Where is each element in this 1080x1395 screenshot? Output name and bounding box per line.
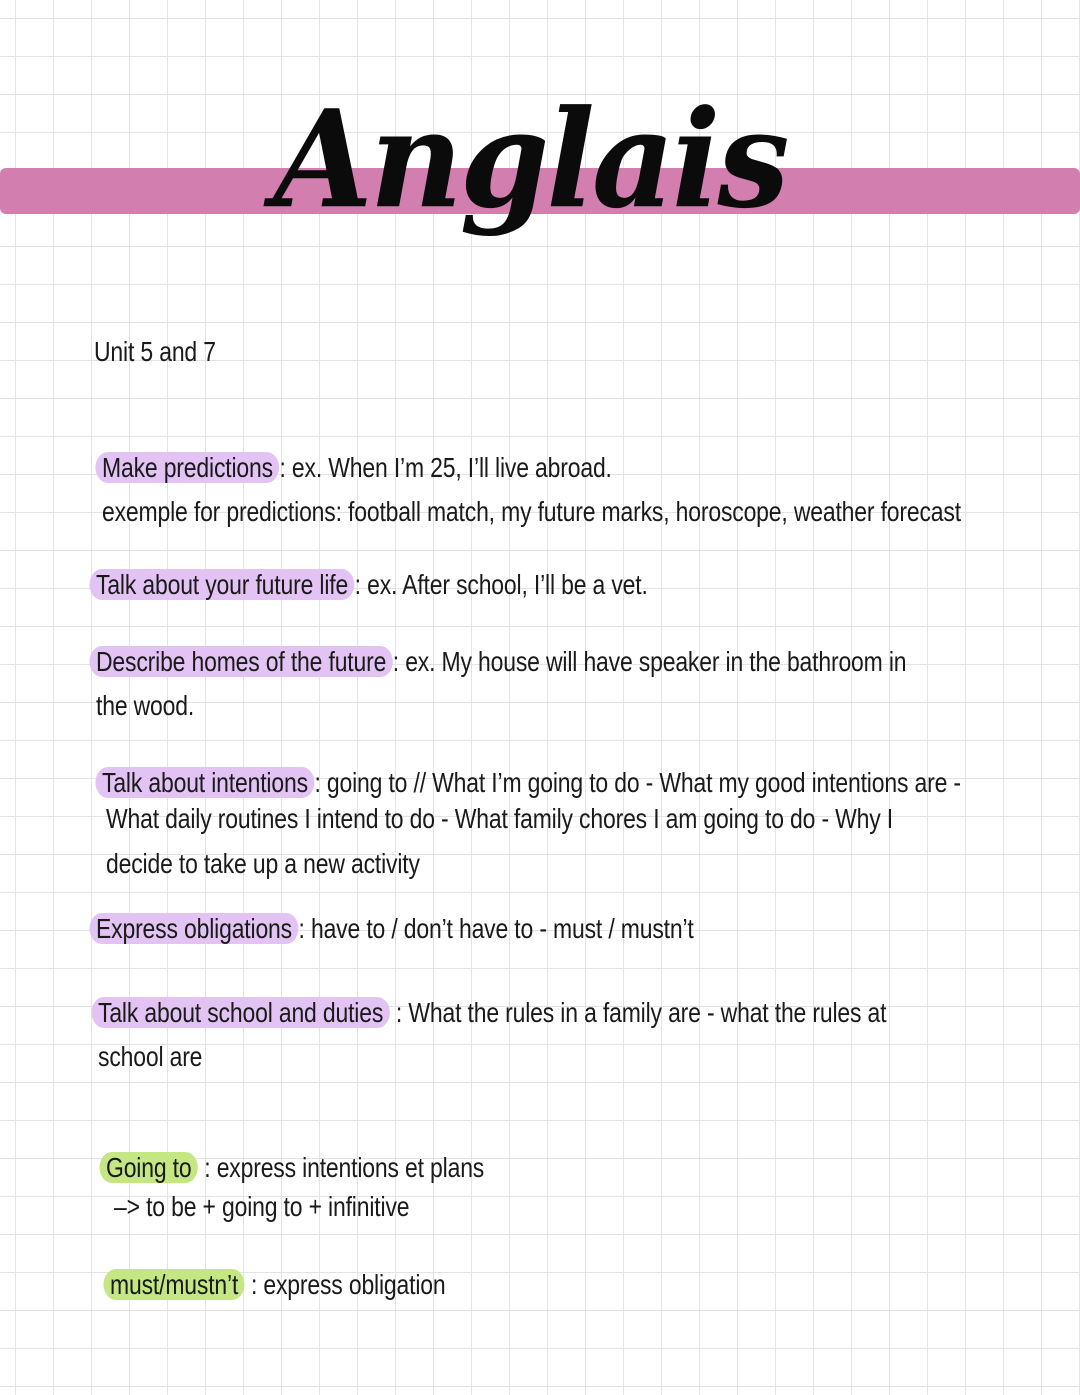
section-text: exemple for predictions: football match, my future marks, horoscope, weather forecast	[102, 496, 961, 527]
section-homes-of-future	[96, 644, 906, 680]
section-heading: Make predictions	[95, 452, 279, 483]
section-text: : ex. After school, I’ll be a vet.	[354, 569, 648, 600]
subtitle: Unit 5 and 7	[94, 336, 216, 367]
section-text: : have to / don’t have to - must / mustn’t	[298, 913, 694, 944]
section-text: school are	[98, 1041, 203, 1072]
section-obligations	[96, 911, 694, 947]
grammar-text: : express obligation	[244, 1269, 446, 1300]
grammar-going-to	[106, 1150, 484, 1186]
grammar-text: : express intentions et plans	[198, 1152, 485, 1183]
section-text: : going to // What I’m going to do - What my good intentions are -	[314, 767, 961, 798]
section-heading: Talk about your future life	[89, 569, 354, 600]
section-text: the wood.	[96, 690, 195, 721]
section-text: What daily routines I intend to do - What family chores I am going to do - Why I	[106, 803, 894, 834]
section-text: decide to take up a new activity	[106, 848, 420, 879]
grammar-must	[110, 1267, 446, 1303]
section-make-predictions	[102, 450, 612, 486]
section-heading: Describe homes of the future	[89, 646, 392, 677]
section-text: : ex. My house will have speaker in the bathroom in	[392, 646, 907, 677]
page-title: Anglais	[273, 81, 787, 239]
section-heading: Talk about intentions	[95, 767, 314, 798]
section-heading: Talk about school and duties	[91, 997, 389, 1028]
section-intentions	[102, 765, 961, 801]
grammar-term: Going to	[99, 1152, 198, 1183]
section-text: : What the rules in a family are - what the rules at	[389, 997, 887, 1028]
grammar-text: –> to be + going to + infinitive	[114, 1191, 410, 1222]
section-future-life	[96, 567, 648, 603]
grammar-term: must/mustn’t	[103, 1269, 244, 1300]
section-school-duties	[98, 995, 886, 1031]
section-heading: Express obligations	[89, 913, 298, 944]
section-text: : ex. When I’m 25, I’ll live abroad.	[279, 452, 612, 483]
